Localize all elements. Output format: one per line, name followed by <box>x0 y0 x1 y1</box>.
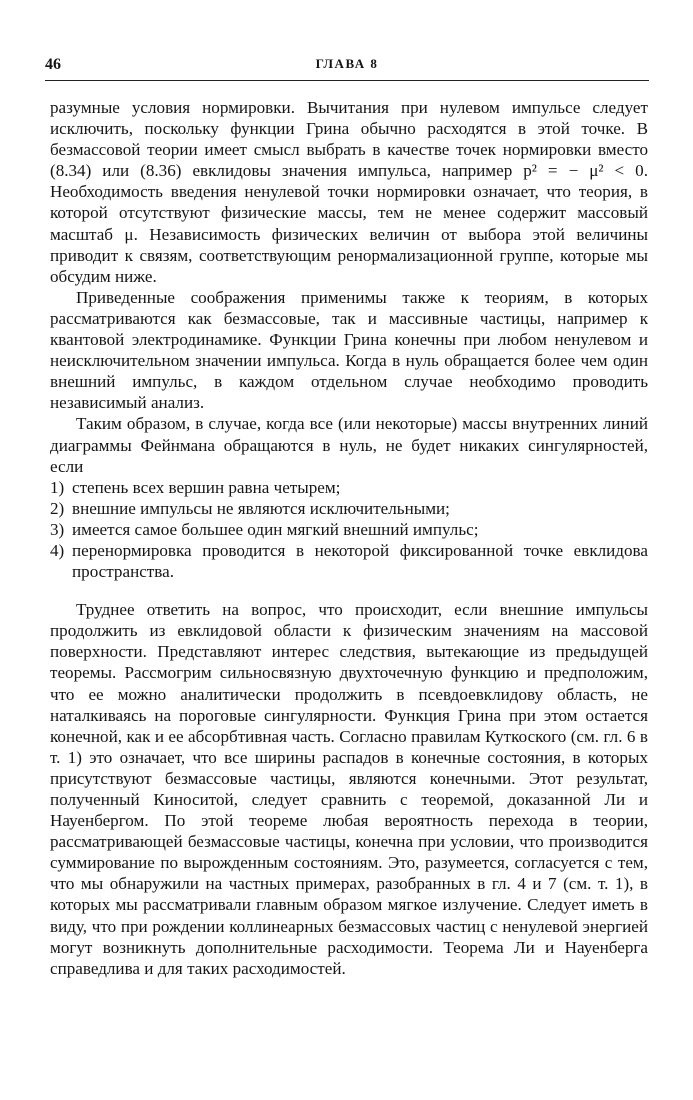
list-item-number: 2) <box>50 498 65 518</box>
list-item-text: имеется самое большее один мягкий внешний импульс; <box>72 519 479 539</box>
list-item-number: 4) <box>50 540 65 560</box>
chapter-title: ГЛАВА 8 <box>315 56 379 71</box>
page-body <box>50 97 648 979</box>
list-item <box>50 477 648 498</box>
list-item-text: степень всех вершин равна четырем; <box>72 477 341 497</box>
paragraph-analytic-continuation: Труднее ответить на вопрос, что происходит, если внешние импульсы продолжить из евклидовой области к физическим значениям на массовой поверхности. Представляют интерес следствия, вытекающие из предыдущей теоремы. Рассмогрим сильносвязную двухточечную функцию и предположим, что ее можно аналитически продолжить в псевдоевклидову область, не наталкиваясь на пороговые сингулярности. Функция Грина при этом остается конечной, как и ее абсорбтивная часть. Согласно правилам Куткоского (см. гл. 6 в т. 1) это означает, что все ширины распадов в конечные состояния, в которых присутствуют безмассовые частицы, являются конечными. Этот результат, полученный Киноситой, следует сравнить с теоремой, доказанной Ли и Науенбергом. По этой теореме любая вероятность перехода в теории, рассматривающей безмассовые частицы, конечна при условии, что производится суммирование по вырожденным состояниям. Это, разумеется, согласуется с тем, что мы обнаружили на частных примерах, разобранных в гл. 4 и 7 (см. т. 1), в которых мы рассматривали главным образом мягкое излучение. Следует иметь в виду, что при рождении коллинеарных безмассовых частиц с ненулевой энергией могут возникнуть дополнительные расходимости. Теорема Ли и Науенберга справедлива и для таких расходимостей. <box>50 600 648 978</box>
page-number: 46 <box>45 56 61 73</box>
list-item <box>50 498 648 519</box>
list-item <box>50 540 648 582</box>
page-header <box>45 54 649 81</box>
list-item <box>50 519 648 540</box>
paragraph-continuation: разумные условия нормировки. Вычитания при нулевом импульсе следует исключить, поскольку функции Грина обычно расходятся в этой точке. В безмассовой теории имеет смысл выбрать в качестве точек нормировки вместо (8.34) или (8.36) евклидовы значения импульса, например p² = − μ² < 0. Необходимость введения ненулевой точки нормировки означает, что теория, в которой отсутствуют физические массы, тем не менее содержит массовый масштаб μ. Независимость физических величин от выбора этой величины приводит к связям, соответствующим ренормализационной группе, которые мы обсудим ниже. <box>50 98 648 286</box>
paragraph-massless-conditions: Таким образом, в случае, когда все (или некоторые) массы внутренних линий диаграммы Фейнмана обращаются в нуль, не будет никаких сингулярностей, если <box>50 414 648 476</box>
list-item-number: 1) <box>50 477 65 497</box>
list-item-text: внешние импульсы не являются исключительными; <box>72 498 450 518</box>
conditions-list <box>50 477 648 582</box>
paragraph-applicability: Приведенные соображения применимы также к теориям, в которых рассматриваются как безмассовые, так и массивные частицы, например к квантовой электродинамике. Функции Грина конечны при любом ненулевом и неисключительном значении импульса. Когда в нуль обращается более чем один внешний импульс, в каждом отдельном случае необходимо проводить независимый анализ. <box>50 287 648 413</box>
list-item-number: 3) <box>50 519 65 539</box>
list-item-text: перенормировка проводится в некоторой фиксированной точке евклидова пространства. <box>72 540 648 582</box>
section-spacer <box>50 582 648 599</box>
